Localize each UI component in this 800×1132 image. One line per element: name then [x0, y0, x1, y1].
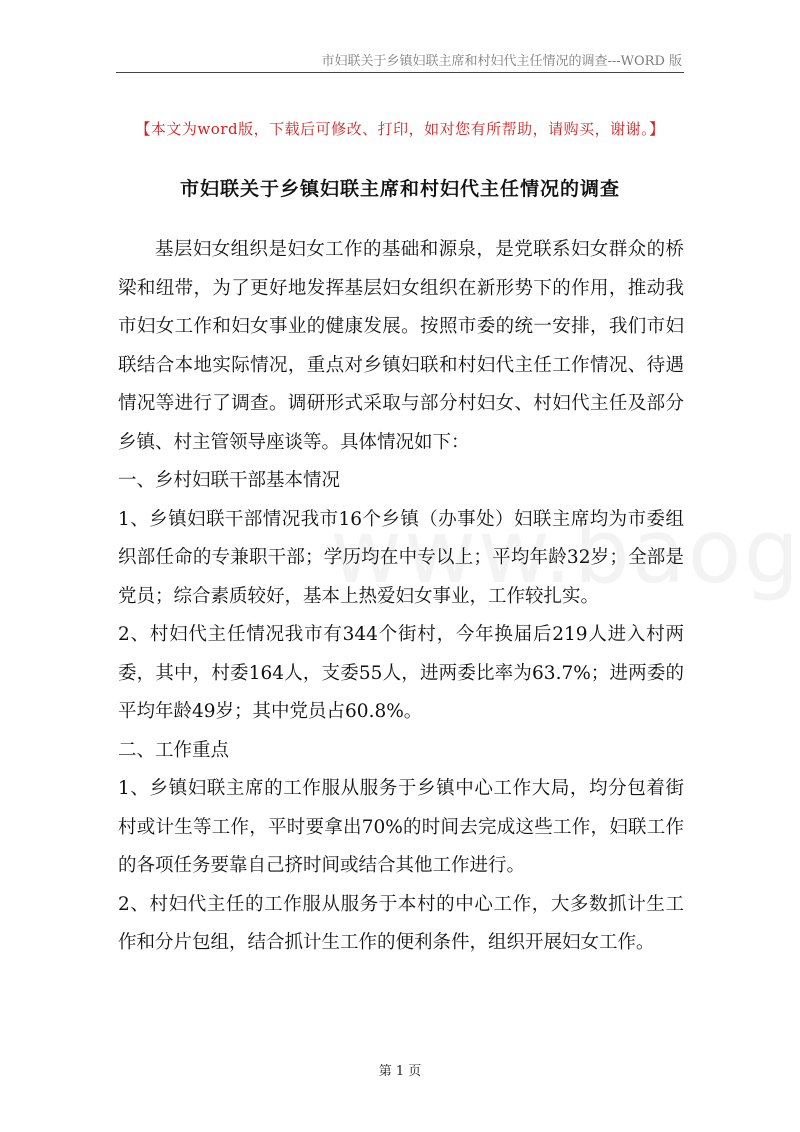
- section-heading-1: 一、乡村妇联干部基本情况: [118, 470, 341, 491]
- header-divider: [116, 72, 684, 73]
- paragraph-township-cadres: 1、乡镇妇联干部情况我市16个乡镇（办事处）妇联主席均为市委组织部任命的专兼职干部；学历均在中专以上；平均年龄32岁；全部是党员；综合素质较好，基本上热爱妇女事业，工作较扎实。: [118, 508, 684, 607]
- document-title: 市妇联关于乡镇妇联主席和村妇代主任情况的调查: [179, 178, 620, 200]
- document-body: [118, 231, 684, 963]
- paragraph-township-work: 1、乡镇妇联主席的工作服从服务于乡镇中心工作大局，均分包着街村或计生等工作，平时要拿出70%的时间去完成这些工作，妇联工作的各项任务要靠自己挤时间或结合其他工作进行。: [118, 778, 684, 876]
- paragraph-intro: 基层妇女组织是妇女工作的基础和源泉，是党联系妇女群众的桥梁和纽带，为了更好地发挥基层妇女组织在新形势下的作用，推动我市妇女工作和妇女事业的健康发展。按照市委的统一安排，我们市妇联结合本地实际情况，重点对乡镇妇联和村妇代主任工作情况、待遇情况等进行了调查。调研形式采取与部分村妇女、村妇代主任及部分乡镇、村主管领导座谈等。具体情况如下：: [118, 239, 684, 453]
- running-header: 市妇联关于乡镇妇联主席和村妇代主任情况的调查---WORD 版: [321, 54, 682, 69]
- section-heading-2: 二、工作重点: [118, 739, 230, 761]
- purchase-notice: 【本文为word版，下载后可修改、打印，如对您有所帮助，请购买，谢谢。】: [135, 120, 665, 138]
- paragraph-village-directors: 2、村妇代主任情况我市有344个街村，今年换届后219人进入村两委，其中，村委164人，支委55人，进两委比率为63.7%；进两委的平均年龄49岁；其中党员占60.8%。: [118, 624, 684, 722]
- page-number: 第 1 页: [378, 1064, 422, 1079]
- paragraph-village-work: 2、村妇代主任的工作服从服务于本村的中心工作，大多数抓计生工作和分片包组，结合抓计生工作的便利条件，组织开展妇女工作。: [118, 893, 684, 953]
